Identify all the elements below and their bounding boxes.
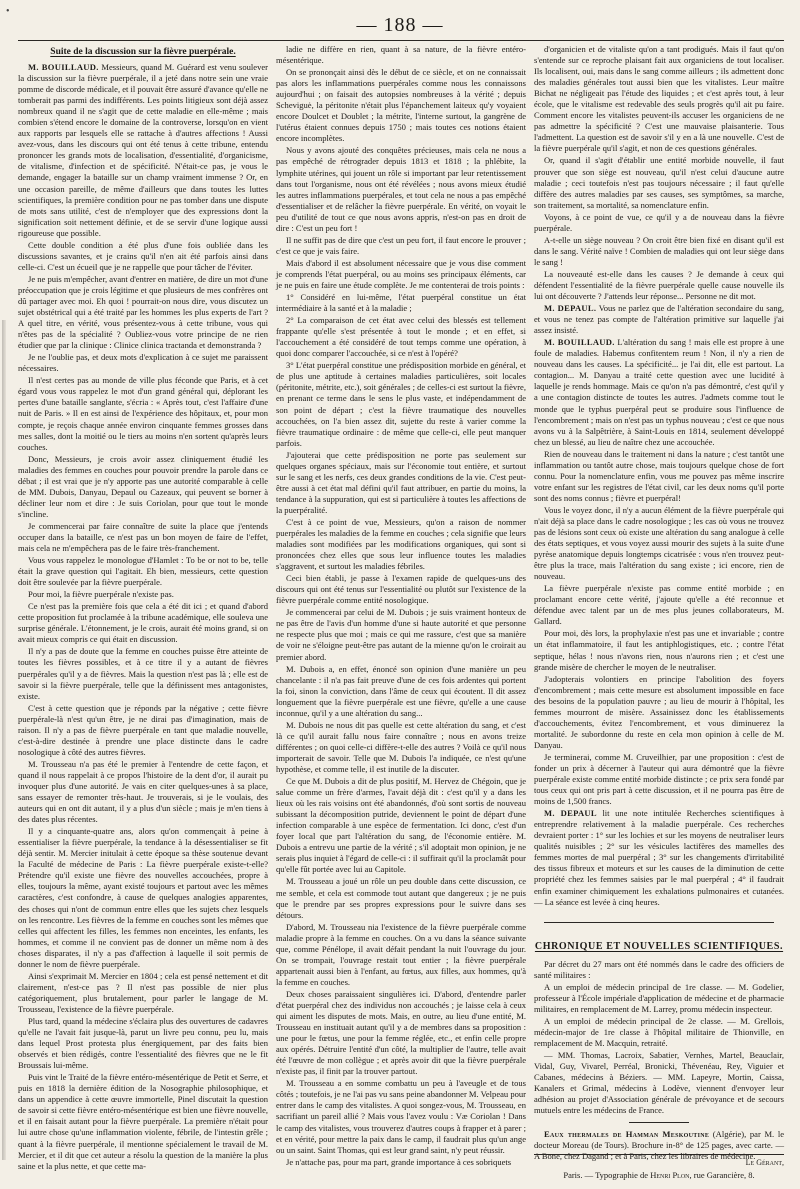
paragraph-text: Je ne l'oublie pas, et deux mots d'explication à ce sujet me paraissent nécessaires. [18, 352, 268, 374]
paragraph-text: Messieurs, quand M. Guérard est venu soulever la discussion sur la fièvre puerpérale, il a jeté dans notre sein une vraie pomme de discorde médicale, et il pouvait être assuré d'avance qu'elle ne tomberait pas parmi des indifférents. Les points litigieux sont déjà assez nombreux quand il ne s'agit que de cette maladie en elle-même ; mais combien s'étend encore le domaine de la controverse, lorsqu'on en vient aux rapports par lesquels elle se rattache à d'autres affections ! Aussi avez-vous, dans les discours qui ont été tenus à cette tribune, entendu prononcer les grands mots de localisation, d'essentialité, d'organicisme, de vitalisme, d'infection et de spécificité. N'était-ce pas, je vous le demande, engager la bataille sur un champ vraiment immense ? Or, en une occasion pareille, de même d'ailleurs que dans toutes les luttes scientifiques, la première condition pour ne pas tomber dans une dispute de mots sans utilité, c'est de n'employer que des expressions dont la signification soit nettement définie, et de se servir d'une logique aussi rigoureuse que possible. [18, 62, 268, 238]
paragraph-text: — MM. Thomas, Lacroix, Sabatier, Vernhes, Martel, Beauclair, Vidal, Guy, Vivarel, Perréal, Bronicki, Thévenéau, Rey, Viguier et Cabanes, médecins à Béziers. — MM. Lapeyre, Mortin, Caissa, Kanalers et Grimal, médecins à Lodève, viennent d'envoyer leur adhésion au projet d'Association générale de prévoyance et de secours mutuels entre les médecins de France. [534, 1049, 784, 1116]
speaker-name: M. DEPAUL. [544, 303, 597, 314]
paragraph-text: Mais d'abord il est absolument nécessaire que je vous dise comment je comprends l'état puerpéral, ou au moins ses principaux éléments, car je ne puis en faire une étude complète. Je me contenterai de trois points : [276, 257, 526, 290]
paragraph-text: 2° La comparaison de cet état avec celui des blessés est tellement frappante qu'elle s'est présentée à tout le monde ; et en effet, si l'accouchement a été considéré de tout temps comme une opération, à quoi donc comparer l'accouchée, si ce n'est à l'opéré? [276, 315, 526, 359]
paragraph [276, 720, 526, 775]
manager-signature: Le Gérant, [745, 1158, 784, 1167]
section-heading: Suite de la discussion sur la fièvre puerpérale. [50, 47, 236, 57]
paragraph [276, 360, 526, 448]
paragraph-text: Or, quand il s'agit d'établir une entité morbide nouvelle, il faut prouver que son siège est nouveau, qu'il n'est celui d'aucune autre maladie ; ceci toutefois n'est pas toujours nécessaire ; il faut qu'elle diffère des autres maladies par ses causes, ses symptômes, sa marche, son traitement, sa mortalité, sa nomenclature enfin. [534, 155, 784, 210]
paragraph [18, 274, 268, 351]
paragraph [534, 752, 784, 807]
column-right [534, 44, 785, 1162]
paragraph [18, 589, 268, 600]
paragraph [276, 922, 526, 988]
notice-text: (Algérie), par M. le docteur Moreau (de Tours). Brochure in-8° de 125 pages, avec carte. — A Bone, chez Dagand ; et à Paris, chez les libraires de médecine. [534, 1129, 784, 1162]
paragraph [18, 62, 268, 239]
paragraph [18, 555, 268, 588]
paragraph [18, 826, 268, 970]
paragraph-text: Vous ne parlez que de l'altération secondaire du sang, et vous ne tenez pas compte de l'altération primitive sur laquelle j'ai assez insisté. [534, 303, 785, 336]
column-left [18, 44, 268, 1171]
notice-divider [629, 1122, 689, 1123]
paragraph [534, 628, 784, 672]
paragraph-text: On se prononçait ainsi dès le début de ce siècle, et on ne connaissait pas alors les inflammations puerpérales comme nous les connaissons aujourd'hui ; on faisait des autopsies nombreuses à la vérité ; depuis Scheviguė, la péritonite n'était plus l'épanchement laiteux qu'y voyaient encore Doulcet et Doublet ; la métrite, l'interne surtout, la gangrène de l'utérus étaient connues depuis 1750 ; mais toutes ces notions étaient encore incomplètes. [276, 67, 526, 144]
paragraph-text: Vous vous rappelez le monologue d'Hamlet : To be or not to be, telle était la grave question qui l'agitait. Eh bien, messieurs, cette question doit être soulevée par la fièvre puerpérale. [18, 555, 268, 588]
paragraph [534, 674, 784, 751]
paragraph-text: A un emploi de médecin principal de 2e classe. — M. Grellois, médecin-major de 1re classe à l'hôpital militaire de Thionville, en remplacement de M. Macquin, retraité. [534, 1015, 784, 1048]
paragraph-text: Il y a cinquante-quatre ans, alors qu'on commençait à peine à essentialiser la fièvre puerpérale, la tendance à la désessentialiser se fit déjà sentir. M. Mercier initulait à cette époque sa thèse soutenue devant la Faculté de médecine de Paris : La fièvre puerpérale existe-t-elle? Prétendre qu'il existe une fièvre des nouvelles accouchées, propre à elles, toujours la même, ayant existé toujours et partout avec les mêmes caractères, c'est confondre, à cause de quelques analogies apparentes, des choses qui n'ont de commun entre elles que les sujets chez lesquels on les rencontre. Les fièvres de la femme en couches sont les mêmes que celles qui affectent les filles, les femmes non enceintes, les enfants, les hommes, et comme il ne convient pas de donner un même nom à des choses disparates, il n'y a pas d'affection à laquelle il soit permis de donner le nom de fièvre puerpérale. [18, 826, 268, 969]
paragraph-text: M. Trousseau n'a pas été le premier à l'entendre de cette façon, et quand il nous rappelait à ce propos l'histoire de la dent d'or, il aurait pu invoquer plus d'une autorité. Je vais en citer quelques-unes à sa place, sans essayer de remonter très-haut. Je trouverais, si je le voulais, des auteurs qui en ont dit autant, il y a plus d'un siècle ; mais je m'en tiens à des dates plus récentes. [18, 758, 268, 825]
paragraph [276, 67, 526, 144]
paragraph-text: Cette double condition a été plus d'une fois oubliée dans les discussions savantes, et je crains qu'il n'en ait été parfois ainsi dans celle-ci. C'est un écueil que je ne rappelle que pour tâcher de l'éviter. [18, 239, 268, 272]
speaker-name: M. BOUILLAUD. [28, 62, 99, 72]
paragraph [534, 449, 784, 504]
paragraph-text: Pour moi, dès lors, la prophylaxie n'est pas une et invariable ; contre un état inflammatoire, il faut les antiphlogistiques, etc. ; contre l'état septique, hélas ! nous n'avons rien, nous n'aurons rien ; et c'est une grande misère de chercher le moyen de le neutraliser. [534, 628, 784, 672]
paragraph-text: C'est à cette question que je réponds par la négative ; cette fièvre puerpérale-là n'est qu'un être, je ne dirai pas d'imagination, mais de raison. Il n'y a pas de fièvre puerpérale en tant que maladie nouvelle, c'est-à-dire destinée à prendre une place distincte dans le cadre nosologique à côté des autres fièvres. [18, 702, 268, 757]
paragraph-text: Vous le voyez donc, il n'y a aucun élément de la fièvre puerpérale qui n'ait déjà sa place dans le cadre nosologique ; les cas où vous ne trouvez pas de lésions sont ceux où existe une altération du sang analogue à celle des états septiques, et vous voyez aussi mourir des sujets à la suite d'une pyrèse anatomique depuis longtemps cicatrisée : vous n'en trouvez peut-être plus la trace, mais l'altération du sang existe ; ici encore, rien de nouveau. [534, 504, 784, 582]
paragraph-text: Rien de nouveau dans le traitement ni dans la nature ; c'est tantôt une inflammation ou tantôt autre chose, mais toujours quelque chose de fort connu. Pour la nomenclature enfin, vous me pouvez pas même inscrire votre enfant sur les registres de l'état civil, car les deux noms qu'il porte sont des noms connus ; fièvre et puerpéral! [534, 448, 784, 503]
paragraph [534, 44, 784, 154]
paragraph [18, 971, 268, 1015]
printer-name: Henri Plon [650, 1170, 690, 1180]
paragraph-text: Il n'y a pas de doute que la femme en couches puisse être atteinte de toutes les fièvres possibles, et à ce titre il y a autant de fièvres puerpérales qu'il y a de fièvres. Mais la question n'est pas là ; elle est de savoir si la fièvre puerpérale, telle que la définissent mes antagonistes, existe. [18, 646, 268, 701]
scan-mark: • [6, 6, 10, 17]
paragraph-text: Je n'attache pas, pour ma part, grande importance à ces sobriquets [286, 1156, 512, 1167]
paragraph [276, 1157, 526, 1168]
paragraph-text: L'altération du sang ! mais elle est propre à une foule de maladies. Habemus confitentem reum ! Non, il n'y a rien de nouveau dans les causes. La spécificité... je l'ai dit, elle est partout. La contagion... M. Danyau a traité cette question avec une lucidité à laquelle je rends hommage. Mais ce qu'on n'a pas démontré, c'est qu'il y a une contagion distincte de toutes les autres. J'admets comme tout le monde que le typhus puerpéral peut se produire sous l'influence de l'encombrement ; mais on n'est pas un typhus nouveau ; c'est ce que nous avons vu à la Salpêtrière, à Saint-Louis en 1814, seulement développé chez un blessé, au lieu de naître chez une accouchée. [534, 337, 784, 447]
paragraph-text: M. Trousseau a joué un rôle un peu double dans cette discussion, ce me semble, et cela est commode tout autant que dangereux ; je ne puis que le prendre par ses propres expressions pour le suivre dans ses détours. [276, 876, 526, 920]
paragraph [276, 876, 526, 920]
printer-imprint [534, 1170, 784, 1180]
paragraph-text: Pour moi, la fièvre puerpérale n'existe pas. [28, 589, 174, 600]
paragraph [276, 573, 526, 606]
paragraph-text: A-t-elle un siège nouveau ? On croit être bien fixé en disant qu'il est dans le sang. Vérité naïve ! Combien de maladies qui ont leur siège dans le sang ! [534, 234, 784, 267]
paragraph [276, 607, 526, 662]
paragraph [276, 450, 526, 516]
paragraph-text: M. Dubois ne nous dit pas quelle est cette altération du sang, et c'est là ce qu'il aurait fallu nous faire connaître ; nous en avons treize différentes ; on quoi celle-ci diffère-t-elle des autres ? Voilà ce qu'il nous importerait de savoir. Telle que M. Dubois l'a indiquée, ce n'est qu'une hypothèse, et comme telle, il est inutile de la discuter. [276, 719, 526, 774]
paragraph-text: Donc, Messieurs, je crois avoir assez cliniquement étudié les maladies des femmes en couches pour pouvoir prendre la parole dans ce débat ; il est vrai que je n'y apporte pas une autorité comparable à celle de MM. Dubois, Danyau, Depaul ou Cazeaux, qui peuvent se borner à décliner leur nom et dire : Je suis Coriolan, pour que tout le monde s'incline. [18, 453, 268, 519]
paragraph [534, 337, 784, 447]
chronicle-heading: CHRONIQUE ET NOUVELLES SCIENTIFIQUES. [534, 940, 784, 952]
paragraph [18, 601, 268, 645]
paragraph [534, 959, 784, 981]
paragraph [534, 1050, 784, 1116]
paragraph [18, 240, 268, 273]
paragraph [276, 145, 526, 233]
paragraph-text: Je commencerai par celui de M. Dubois ; je suis vraiment honteux de ne pas être de l'avis d'un homme d'une si haute autorité et que personne ne respecte plus que moi ; mais ce qui me rassure, c'est que sa manière de voir ne s'éloigne peut-être pas autant de la mienne qu'on le croirait au premier abord. [276, 607, 526, 662]
paragraph-text: ladie ne diffère en rien, quant à sa nature, de la fièvre entéro-mésentérique. [276, 44, 526, 66]
paragraph [276, 517, 526, 572]
paragraph [18, 454, 268, 520]
paragraph-text: 1° Considéré en lui-même, l'état puerpéral constitue un état intermédiaire à la santé et à la maladie ; [276, 292, 526, 314]
footer-rule [534, 1154, 784, 1155]
scan-edge-shadow [2, 320, 6, 1160]
page-number: — 188 — [356, 14, 444, 36]
paragraph [534, 583, 784, 627]
paragraph [18, 703, 268, 758]
paragraph [534, 303, 784, 336]
paragraph-text: lit une note intitulée Recherches scientifiques à entreprendre relativement à la maladie puerpérale. Ces recherches devraient porter : 1° sur les lochies et sur les moyens de neutraliser leurs qualités nuisibles ; 2° sur les vésicules lactifères des mamelles des femmes mortes de mal puerpéral ; 3° sur les changements d'irritabilité des tissus fibreux et moteurs et sur les causes de la diminution de cette propriété chez les femmes saisies par le mal puerpéral ; 4° il faudrait enfin examiner chimiquement les exhalations pulmonaires et cutanées. — La séance est levée à cinq heures. [534, 808, 785, 907]
paragraph [276, 989, 526, 1077]
paragraph [534, 269, 784, 302]
paragraph [18, 646, 268, 701]
paragraph-text: C'est à ce point de vue, Messieurs, qu'on a raison de nommer puerpérales les maladies de la femme en couches ; cela signifie que leurs maladies sont modifiées par les modifications organiques, qui sont si prononcées chez elles que sous leur influence toutes les maladies s'aggravent, et surtout les maladies fébriles. [276, 516, 526, 572]
paragraph-text: Nous y avons ajouté des conquêtes précieuses, mais cela ne nous a pas empêché de rétrograder depuis 1813 et 1818 ; la phlébite, la lymphite utérines, qui jouent un rôle si important par leur retentissement dans tout l'organisme, nous ont été révélées ; nous avons mieux étudié les autres inflammations puerpérales, et tout cela ne nous a pas empêché d'essentialiser et de relâcher la fièvre puerpérale. En vérité, on voyait le peu d'utilité de tout ce que nous avons appris, n'est-on pas en droit de dire : C'est un peu fort ! [276, 145, 526, 233]
paragraph [534, 1016, 784, 1049]
printer-address: , rue Garancière, 8. [689, 1170, 755, 1180]
paragraph-text: Ceci bien établi, je passe à l'examen rapide de quelques-uns des discours qui ont été tenus sur l'essentialité ou plutôt sur l'existence de la fièvre puerpérale comme entité nosologique. [276, 573, 526, 606]
printer-prefix: Paris. — Typographie de [563, 1170, 649, 1180]
paragraph-text: D'abord, M. Trousseau nia l'existence de la fièvre puerpérale comme maladie propre à la femme en couches. On a vu dans la séance suivante que, comme Pénélope, il avait défait pendant la nuit l'ouvrage du jour. On se trompait, l'ouvrage restait tout entier ; la fièvre puerpérale appartenait aussi bien à l'enfant, au fœtus, aux filles, aux hommes, qu'à la femme en couches. [276, 921, 526, 987]
speaker-name: M. DEPAUL [544, 808, 597, 819]
paragraph [534, 505, 784, 582]
paragraph-text: Plus tard, quand la médecine s'éclaira plus des ouvertures de cadavres qu'elle ne l'avait fait jusque-là, parut un livre peu connu, peu lu, mais dans lequel Prost protesta plus énergiquement, par des faits bien observés et bien rédigés, contre l'essentialité des fièvres que ne le fit Broussais lui-même. [18, 1015, 268, 1071]
paragraph [276, 235, 526, 257]
column-middle [276, 44, 526, 1167]
paragraph-text: Puis vint le Traité de la fièvre entéro-mésentérique de Petit et Serre, et puis en 1818 la dernière édition de la Nosographie philosophique, et dans un appendice à cette œuvre immortelle, Pinel discutait la question de savoir si cette fièvre entéro-mésentérique est bien une fièvre nouvelle, et il en faisait autant pour la fièvre puerpérale. La première n'était pour lui autre chose qu'une inflammation violente, fébrile, de l'intestin grêle ; quant à la fièvre puerpérale, il mentionne spécialement le travail de M. Mercier, et il dit que cet auteur a résolu la question de la manière la plus saine et la plus nette, et que cette ma- [18, 1072, 268, 1171]
paragraph-text: M. Dubois a, en effet, énoncé son opinion d'une manière un peu chancelante : il n'a pas fait preuve d'une de ces fois ardentes qui portent la foi, sinon la conviction, dans l'âme de ceux qui écoutent. Il dit assez longuement que la fièvre puerpérale est une fièvre, qu'elle a une cause inconnue, qu'il y a une altération du sang... [276, 663, 526, 718]
paragraph [18, 1016, 268, 1071]
paragraph-text: La nouveauté est-elle dans les causes ? Je demande à ceux qui défendent l'essentialité de la fièvre puerpérale quelle cause nouvelle ils lui ont découverte ? J'attends leur réponse... Personne ne dit mot. [534, 268, 784, 302]
speaker-name: M. BOUILLAUD. [544, 337, 615, 348]
paragraph-text: A un emploi de médecin principal de 1re classe. — M. Godelier, professeur à l'École impériale d'application de médecine et de pharmacie militaires, en remplacement de M. Larrey, promu médecin inspecteur. [534, 981, 784, 1014]
paragraph [534, 235, 784, 268]
paragraph-text: M. Trousseau a en somme combattu un peu à l'aveugle et de tous côtés ; toutefois, je ne l'ai pas vu sans peine abandonner M. Velpeau pour entrer dans le camp des vitalistes. A quoi songez-vous, M. Trousseau, en sacrifiant un pareil allié ? Mais vous l'avez voulu : Væ Coriolan ! Dans le camp des vitalistes, vous trouverez d'autres coups à frapper et à parer ; et en vérité, pour mettre la paix dans le camp, il faudrait plus qu'un ange ou un saint. Saint Thomas, qui est leur grand saint, n'y peut réussir. [276, 1078, 526, 1155]
paragraph-text: Ainsi s'exprimait M. Mercier en 1804 ; cela est pensé nettement et dit clairement, n'est-ce pas ? Il n'est pas possible de nier plus catégoriquement, plus brutalement, pour parler le langage de M. Trousseau, l'existence de la fièvre puerpérale. [18, 970, 268, 1014]
paragraph [276, 315, 526, 359]
paragraph-text: Je commencerai par faire connaître de suite la place que j'entends occuper dans la bataille, ce n'est pas un bon moyen de faire de l'effet, mais cela ne m'empêchera pas de le faire très-franchement. [18, 520, 268, 554]
paragraph-text: Il n'est certes pas au monde de ville plus féconde que Paris, et à cet égard vous vous rappelez le mot d'un grand général qui, déplorant les pertes d'une bataille sanglante, s'écria : « Après tout, c'est l'affaire d'une nuit de Paris. » Il en est ainsi de l'expérience des hôpitaux, et, pour mon compte, je reçois chaque année environ cinquante femmes grosses dans mes salles, dont la moitié ou le tiers au moins n'en sortent qu'après leurs couches. [18, 375, 268, 452]
paragraph-text: Voyons, à ce point de vue, ce qu'il y a de nouveau dans la fièvre puerpérale. [534, 211, 784, 233]
paragraph [276, 664, 526, 719]
paragraph [18, 759, 268, 825]
paragraph [534, 982, 784, 1015]
paragraph [276, 292, 526, 314]
paragraph-text: Ce n'est pas la première fois que cela a été dit ici ; et quand d'abord cette proposition fut proclamée à la tribune académique, elle souleva une surprise générale. L'étonnement, je le crois, aurait été moins grand, si on avait mieux compris ce qui était en discussion. [18, 601, 268, 645]
paragraph [276, 1078, 526, 1155]
paragraph [534, 212, 784, 234]
paragraph [276, 776, 526, 875]
paragraph-text: J'adopterais volontiers en principe l'abolition des foyers d'encombrement ; mais cette mesure est absolument impossible en face des besoins de la population pauvre ; au lieu de mourir à l'hôpital, les femmes mourront de misère. Assainissez donc les établissements d'accouchements, évitez l'encombrement, et vous diminuerez la mortalité. Je subordonne du reste en cela mon opinion à celle de M. Danyau. [534, 673, 784, 750]
paragraph [276, 44, 526, 66]
paragraph-text: 3° L'état puerpéral constitue une prédisposition morbide en général, et de plus une aptitude à certaines maladies particulières, soit locales (péritonite, métrite, etc.), soit générales ; de celles-ci est surtout la fièvre, en prenant ce terme dans le sens le plus vaste, et indépendamment de son point de départ ; c'est la fièvre traumatique des nouvelles accouchées, on l'a bien assez dit, sujette du reste à varier comme la fièvre traumatique ordinaire : de même que celle-ci, elle peut manquer parfois. [276, 360, 526, 448]
paragraph [18, 375, 268, 452]
paragraph-text: Il ne suffit pas de dire que c'est un peu fort, il faut encore le prouver ; c'est ce que je vais faire. [276, 234, 526, 256]
paragraph-text: d'organicien et de vitaliste qu'on a tant prodigués. Mais il faut qu'on s'entende sur ce reproche plaisant fait aux organiciens de tout localiser. Ils localisent, oui, mais dans le sang comme ailleurs ; ils admettent donc des maladies générales tout aussi bien que les vitalistes. Leur maître Bichat ne négligeait pas l'étude des liquides ; et c'est après tout, à leur école, que le vitalisme est redevable des seuls progrès qu'il ait pu faire. Comment encore les vitalistes peuvent-ils accuser les organiciens de ne pas admettre la spécificité ? C'est une mauvaise plaisanterie. Tous l'admettent. La question est de savoir s'il y en a là une nouvelle. C'est de la fièvre puerpérale qu'il s'agit, et non de ces questions générales. [534, 44, 784, 154]
notice-title: Eaux thermales de Hamman Meskoutine [544, 1129, 710, 1140]
paragraph-text: Deux choses paraissaient singulières ici. D'abord, d'entendre parler d'état puerpéral chez des individus non accouchés ; je laisse cela à ceux qui aiment les disputes de mots. Mais, en outre, au lieu d'une entité, M. Trousseau en instituait autant qu'il y a de membres dans sa proposition : une pour le fœtus, une pour la femme réglée, etc., et enfin celle propre aux opérés. Détruire l'entité d'un côté, la multiplier de l'autre, telle avait été l'œuvre de mon collègue ; et après avoir dit que la fièvre puerpérale n'existe pas, il finit par la trouver partout. [276, 988, 526, 1077]
paragraph [276, 258, 526, 291]
paragraph-text: J'ajouterai que cette prédisposition ne porte pas seulement sur quelques organes spéciaux, mais sur l'économie tout entière, et surtout sur le sang et les nerfs, ces deux grandes conditions de la vie. C'est peut-être aussi à cet état mal défini qu'il faut attribuer, en partie du moins, la tendance à la suppuration, qui est si particulière à toutes les affections de la puerpéralité. [276, 449, 526, 515]
paragraph-text: Ce que M. Dubois a dit de plus positif, M. Hervez de Chégoin, que je salue comme un frère d'armes, l'avait déjà dit : c'est qu'il y a dans les lieux où les rais voisins ont été abandonnés, d'où sont sortis de nouveau subissant la décomposition putride, deviennent le point de départ d'une infection comparable à une espèce de fermentation. Ici donc, c'est d'un foyer local que part l'altération du sang, de l'économie entière. M. Dubois a entrevu une partie de la vérité ; s'il adoptait mon opinion, je ne serais plus inquiet à l'égard de celle-ci : il suffirait qu'il la proclamât pour qu'elle fût portée avec lui au Capitole. [276, 776, 526, 875]
paragraph-text: La fièvre puerpérale n'existe pas comme entité morbide ; en proclamant encore cette vérité, j'ajoute qu'elle a été reconnue et défendue avec talent par un de mes plus jeunes collaborateurs, M. Gallard. [534, 583, 784, 627]
paragraph-text: Je ne puis m'empêcher, avant d'entrer en matière, de dire un mot d'une préoccupation que je crois légitime et que plusieurs de mes confrères ont dû partager avec moi. Eh quoi ! pourrait-on nous dire, vous discutez un sujet obstétrical qui a été traité par les hommes les plus experts de l'art ? A quel titre, en vérité, vous présentez-vous à cette tribune, vous qui n'êtes pas de la spécialité ? Oubliez-vous votre principe de ne rien étudier que par la clinique : Clinice clinica tractanda et demonstranda ? [18, 273, 268, 351]
header-rule [18, 40, 784, 41]
paragraph-text: Par décret du 27 mars ont été nommés dans le cadre des officiers de santé militaires : [534, 958, 784, 980]
paragraph [18, 521, 268, 554]
paragraph [18, 1072, 268, 1171]
paragraph-text: Je terminerai, comme M. Cruveilhier, par une proposition : c'est de fonder un prix à décerner à l'auteur qui aura démontré que la fièvre puerpérale existe comme entité morbide distincte ; ce prix sera fondé par tous ceux qui ont pris part à cette discussion, et il ne pourra pas être de moins de 1,500 francs. [534, 751, 784, 807]
paragraph [534, 808, 784, 907]
paragraph [18, 352, 268, 374]
section-divider [544, 922, 774, 923]
paragraph [534, 155, 784, 210]
